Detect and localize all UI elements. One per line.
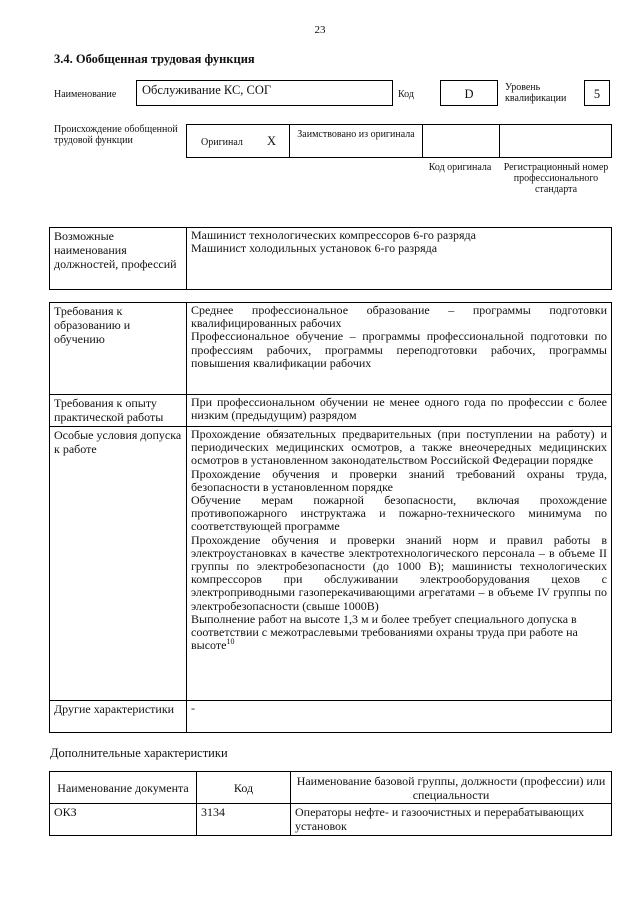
req-education-text [187, 303, 612, 395]
table-row [50, 804, 612, 836]
req-paragraph: Среднее профессиональное образование – программы подготовки квалифицированных рабочих [191, 303, 607, 331]
req-paragraph-text: Выполнение работ на высоте 1,3 м и более требует специального допуска в соответствии с межотраслевыми требованиями охраны труда при работе на высоте [191, 611, 578, 653]
req-experience-text [187, 395, 612, 427]
req-paragraph: Прохождение обучения и проверки знаний норм и правил работы в электроустановках в качестве электротехнологического персонала – в объеме II группы по электробезопасности (до 1000 В); машинисты технологических компрессоров при обслуживании электрооборудования цехов с электроприводными газоперекачивающими агрегатами – в объеме IV группы по электробезопасности (свыше 1000В) [191, 532, 607, 613]
positions-label: Возможные наименования должностей, профессий [50, 228, 187, 290]
name-value: Обслуживание КС, СОГ [136, 80, 393, 106]
positions-list [187, 228, 612, 290]
code-caption: Код оригинала [428, 162, 492, 173]
req-admission-text [187, 427, 612, 701]
page-number: 23 [314, 24, 326, 36]
positions-table [49, 227, 612, 290]
name-label: Наименование [54, 89, 117, 100]
requirements-table [49, 302, 612, 733]
additional-header: Код [197, 772, 291, 804]
additional-cell: ОКЗ [50, 804, 197, 836]
origin-divider [499, 125, 500, 157]
additional-table [49, 771, 612, 836]
origin-label: Происхождение обобщенной трудовой функции [54, 124, 178, 146]
position-item: Машинист технологических компрессоров 6-го разряда [191, 228, 476, 242]
code-value: D [440, 80, 498, 106]
level-value: 5 [584, 80, 610, 106]
req-paragraph-last [191, 613, 607, 653]
additional-cell: Операторы нефте- и газоочистных и перерабатывающих установок [291, 804, 612, 836]
level-label: Уровень квалификации [505, 82, 567, 104]
footnote-ref: 10 [226, 637, 235, 647]
code-label: Код [398, 89, 414, 100]
req-paragraph: - [191, 701, 195, 715]
req-paragraph: Прохождение обязательных предварительных (при поступлении на работу) и периодических медицинских осмотров, а также внеочередных медицинских осмотров в установленном законодательством Российской Федерации порядке [191, 427, 607, 468]
req-other-label: Другие характеристики [50, 701, 187, 733]
additional-header: Наименование базовой группы, должности (профессии) или специальности [291, 772, 612, 804]
reg-caption: Регистрационный номер профессионального стандарта [503, 162, 609, 195]
original-mark: X [267, 134, 277, 148]
req-admission-label: Особые условия допуска к работе [50, 427, 187, 701]
req-education-label: Требования к образованию и обучению [50, 303, 187, 395]
req-paragraph: Профессиональное обучение – программы профессиональной подготовки по профессиям рабочих, программы переподготовки рабочих, программы повышения квалификации рабочих [191, 329, 607, 370]
origin-divider [422, 125, 423, 157]
req-paragraph: При профессиональном обучении не менее одного года по профессии с более низким (предыдущим) разрядом [191, 395, 607, 423]
borrowed-label: Заимствовано из оригинала [297, 129, 415, 140]
req-other-text [187, 701, 612, 733]
req-experience-label: Требования к опыту практической работы [50, 395, 187, 427]
section-title: 3.4. Обобщенная трудовая функция [54, 52, 255, 66]
position-item: Машинист холодильных установок 6-го разряда [191, 241, 438, 256]
additional-title: Дополнительные характеристики [50, 746, 228, 760]
origin-box [186, 124, 612, 158]
original-label: Оригинал [201, 137, 243, 148]
req-paragraph: Прохождение обучения и проверки знаний требований охраны труда, безопасности в установленном порядке [191, 466, 607, 494]
additional-header: Наименование документа [50, 772, 197, 804]
additional-cell: 3134 [197, 804, 291, 836]
req-paragraph: Обучение мерам пожарной безопасности, включая прохождение противопожарного инструктажа и пожарно-технического минимума по соответствующей программе [191, 493, 607, 534]
